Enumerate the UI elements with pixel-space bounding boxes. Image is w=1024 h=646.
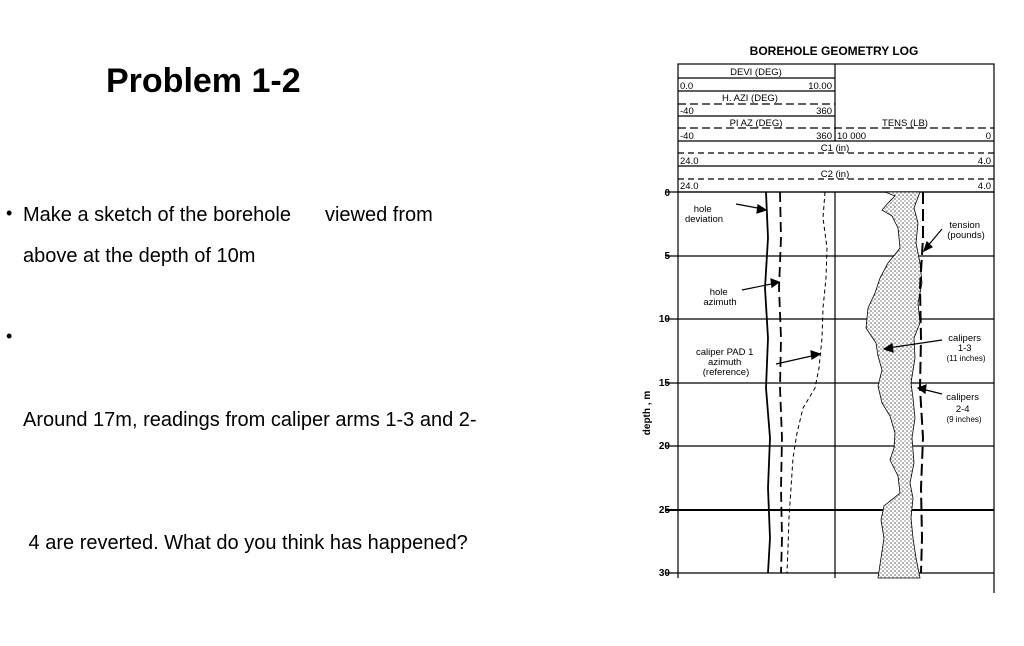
devi-label: DEVI (DEG) bbox=[730, 67, 782, 78]
c2-max: 4.0 bbox=[977, 181, 991, 192]
c1-label: C1 (in) bbox=[820, 143, 850, 154]
hazi-max: 360 bbox=[816, 106, 832, 117]
caliper-pad-label: caliper PAD 1 azimuth (reference) bbox=[695, 347, 754, 378]
c2-label: C2 (in) bbox=[820, 169, 850, 180]
devi-max: 10.00 bbox=[808, 81, 832, 92]
hole-azimuth-label: hole azimuth bbox=[703, 287, 737, 308]
piaz-label: PI AZ (DEG) bbox=[729, 118, 783, 129]
slide-title: Problem 1-2 bbox=[106, 62, 301, 100]
calipers-2-4-label: calipers 2-4 (9 inches) bbox=[946, 392, 982, 424]
piaz-max: 360 bbox=[816, 131, 832, 142]
c1-min: 24.0 bbox=[680, 156, 699, 167]
c2-min: 24.0 bbox=[680, 181, 699, 192]
hazi-min: -40 bbox=[680, 106, 694, 117]
caliper-fill-area bbox=[866, 192, 922, 578]
devi-min: 0.0 bbox=[680, 81, 694, 92]
hole-deviation-label: hole deviation bbox=[684, 204, 724, 225]
bullet-2-line-2: 4 are reverted. What do you think has happened? bbox=[23, 532, 468, 554]
bullet-1-line-1b: viewed from bbox=[324, 204, 433, 226]
borehole-geometry-log bbox=[630, 38, 1000, 598]
log-title: BOREHOLE GEOMETRY LOG bbox=[749, 44, 919, 58]
depth-tick-10: 10 bbox=[658, 314, 670, 325]
piaz-min: -40 bbox=[680, 131, 694, 142]
depth-tick-5: 5 bbox=[664, 251, 670, 262]
bullet-dot-icon: • bbox=[6, 326, 13, 346]
depth-axis-label: depth , m bbox=[642, 390, 653, 436]
c1-max: 4.0 bbox=[977, 156, 991, 167]
depth-tick-15: 15 bbox=[658, 378, 670, 389]
bullet-dot-icon: • bbox=[6, 203, 13, 223]
calipers-1-3-label: calipers 1-3 (11 inches) bbox=[946, 333, 986, 363]
bullet-1-line-1a: Make a sketch of the borehole bbox=[23, 204, 291, 226]
depth-tick-20: 20 bbox=[658, 441, 670, 452]
depth-tick-0: 0 bbox=[664, 188, 670, 199]
tens-max: 0 bbox=[985, 131, 991, 142]
bullet-2-line-1: Around 17m, readings from caliper arms 1-3 and 2- bbox=[23, 409, 477, 431]
tens-label: TENS (LB) bbox=[882, 118, 928, 129]
hazi-label: H. AZI (DEG) bbox=[722, 93, 778, 104]
depth-tick-25: 25 bbox=[658, 505, 670, 516]
bullet-1-text bbox=[23, 195, 433, 277]
depth-tick-30: 30 bbox=[658, 568, 670, 579]
bullet-1-line-2: above at the depth of 10m bbox=[23, 245, 256, 267]
tension-label: tension (pounds) bbox=[947, 220, 985, 241]
bullet-2-text bbox=[23, 318, 477, 646]
tens-min: 10 000 bbox=[837, 131, 867, 142]
